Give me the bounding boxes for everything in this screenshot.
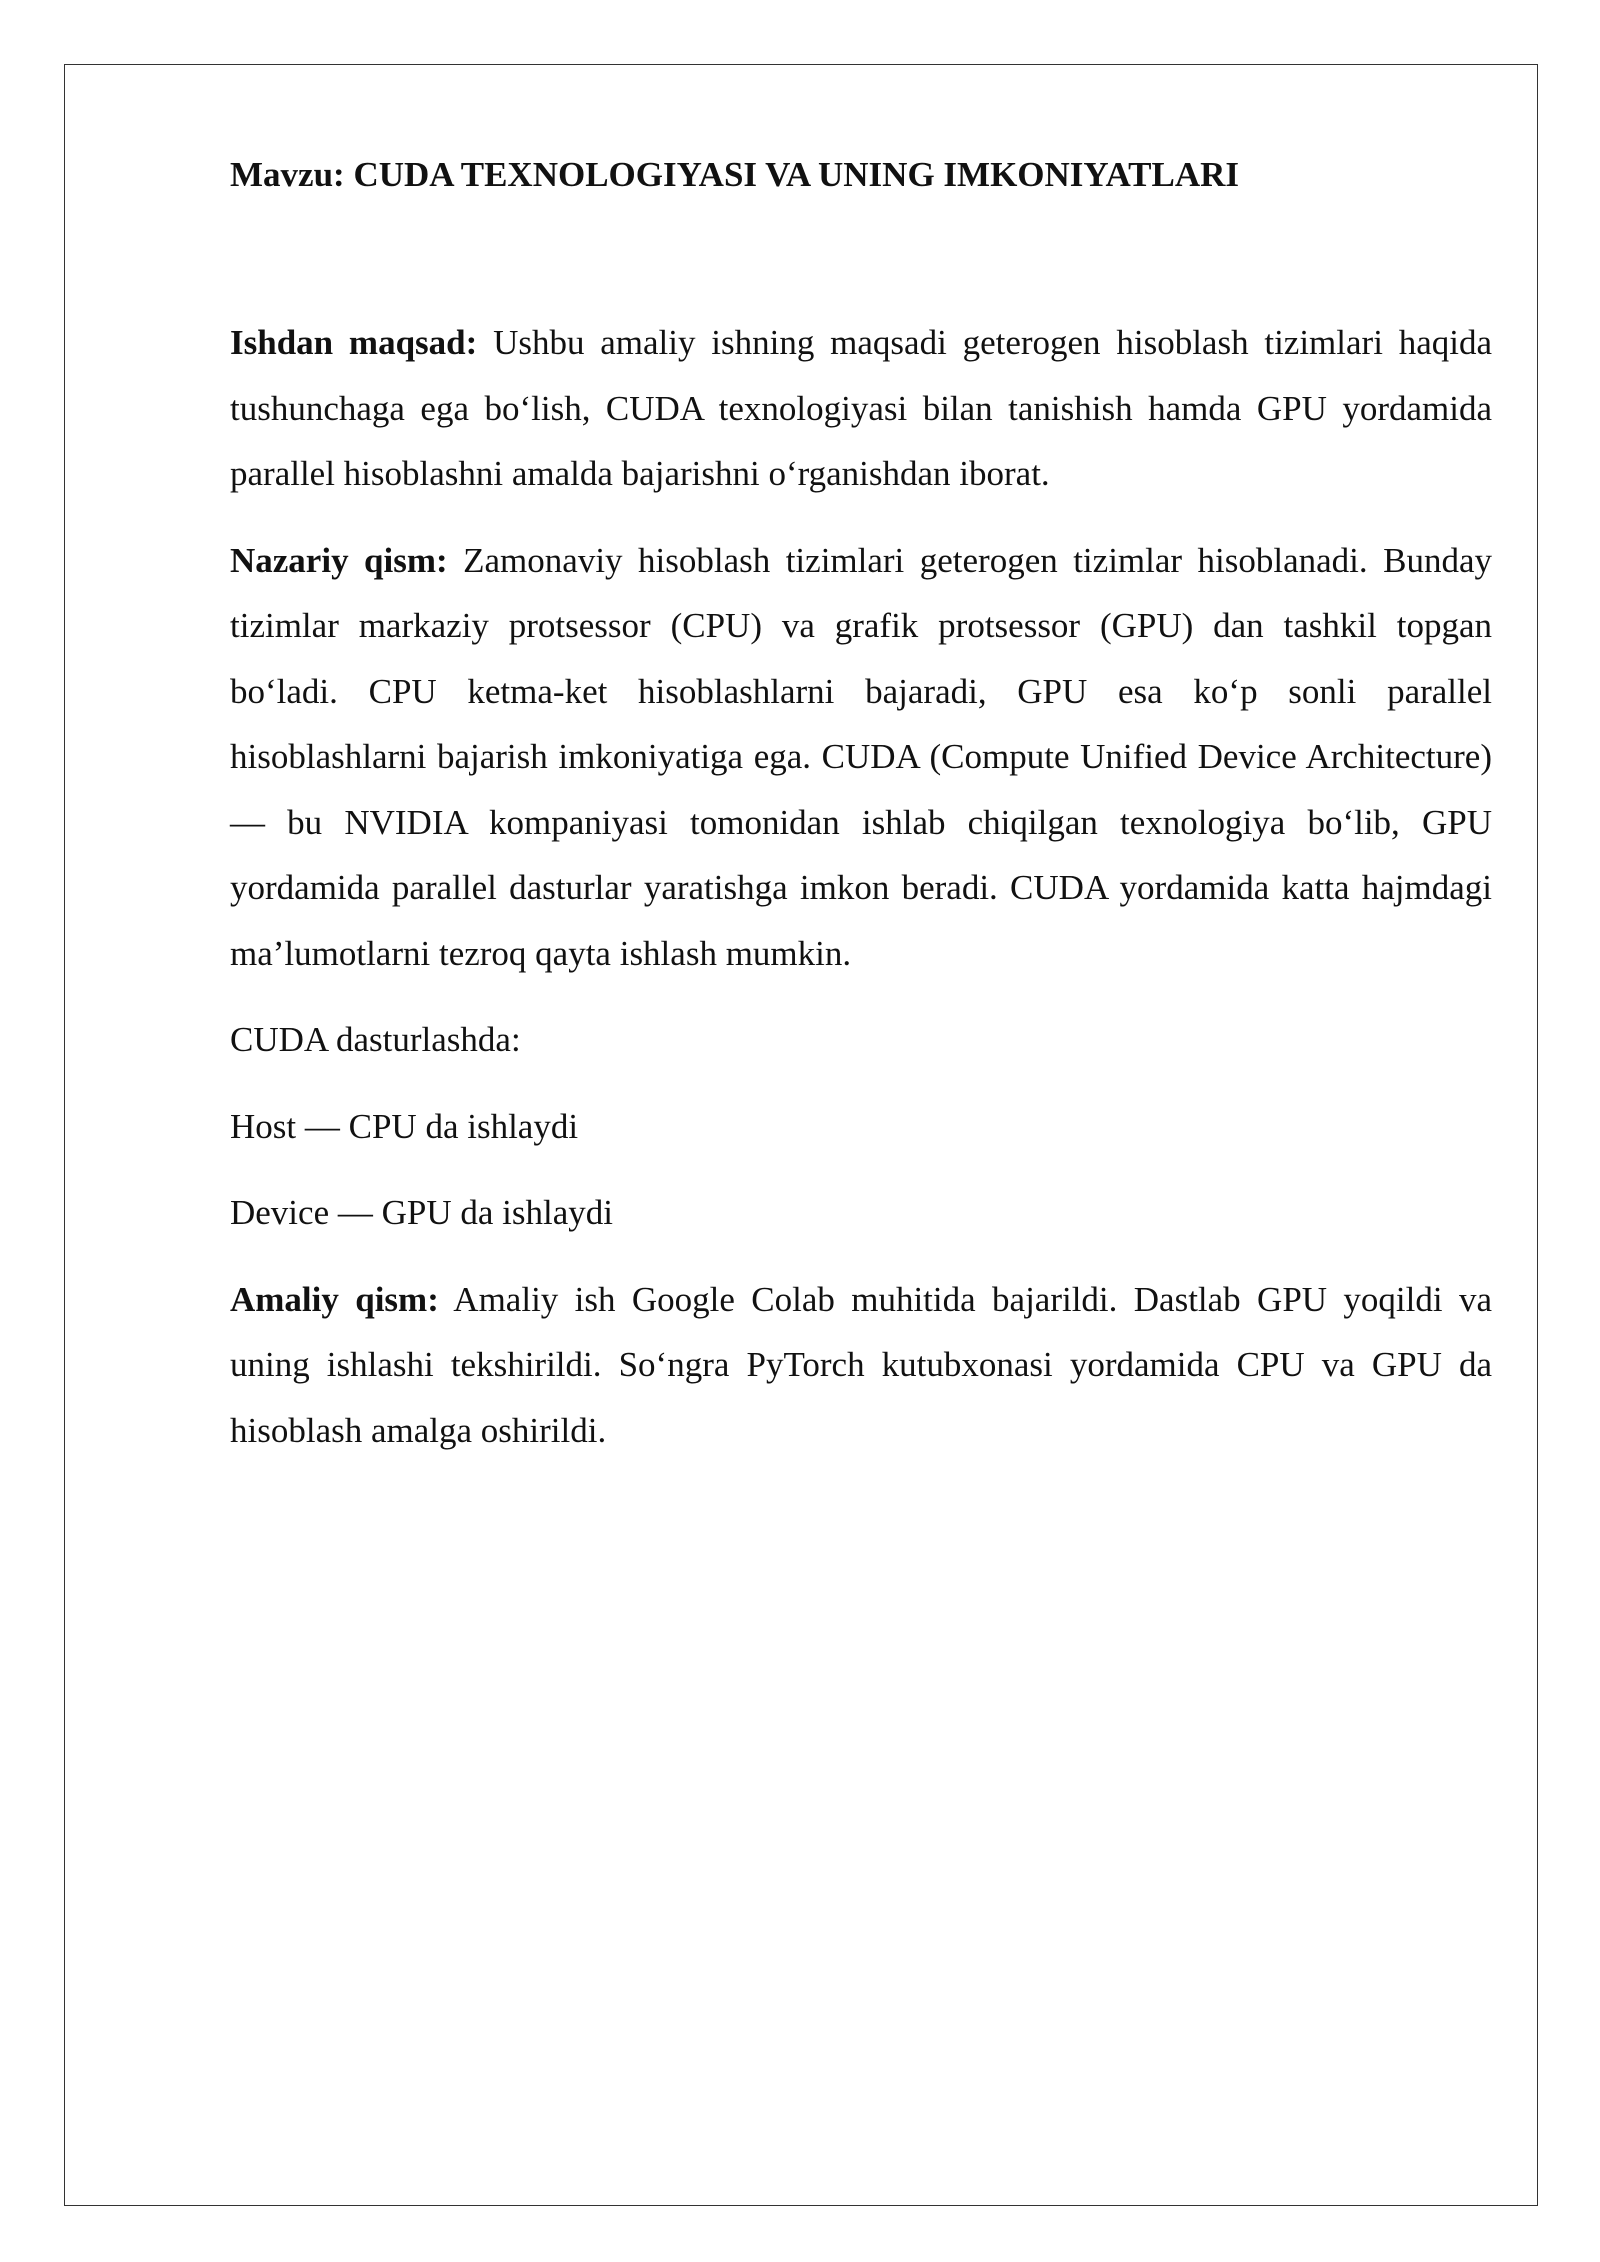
device-line: Device — GPU da ishlaydi (230, 1193, 613, 1232)
practice-text: Amaliy ish Google Colab muhitida bajarildi. Dastlab GPU yoqildi va uning ishlashi tekshirildi. So‘ngra PyTorch kutubxonasi yordamida CPU va GPU da hisoblash amalga oshirildi. (230, 1279, 1493, 1450)
theory-text: Zamonaviy hisoblash tizimlari geterogen tizimlar hisoblanadi. Bunday tizimlar markaziy protsessor (CPU) va grafik protsessor (GPU) dan tashkil topgan bo‘ladi. CPU ketma-ket hisoblashlarni bajaradi, GPU esa ko‘p sonli parallel hisoblashlarni bajarish imkoniyatiga ega. CUDA (Compute Unified Device Architecture) — bu NVIDIA kompaniyasi tomonidan ishlab chiqilgan texnologiya bo‘lib, GPU yordamida parallel dasturlar yaratishga imkon beradi. CUDA yordamida katta hajmdagi ma’lumotlarni tezroq qayta ishlash mumkin. (230, 540, 1492, 973)
practice-paragraph (230, 1267, 1492, 1464)
theory-paragraph (230, 528, 1492, 987)
goal-paragraph (230, 310, 1492, 507)
goal-lead: Ishdan maqsad: (230, 323, 478, 362)
theory-lead: Nazariy qism: (230, 540, 448, 580)
document-body (230, 150, 1492, 1484)
practice-lead: Amaliy qism: (230, 1279, 439, 1319)
document-title: Mavzu: CUDA TEXNOLOGIYASI VA UNING IMKONIYATLARI (230, 155, 1240, 194)
cuda-intro-line: CUDA dasturlashda: (230, 1020, 521, 1059)
goal-text: Ushbu amaliy ishning maqsadi geterogen hisoblash tizimlari haqida tushunchaga ega bo‘lish, CUDA texnologiyasi bilan tanishish hamda GPU yordamida parallel hisoblashni amalda bajarishni o‘rganishdan iborat. (230, 323, 1493, 493)
host-line: Host — CPU da ishlaydi (230, 1106, 579, 1146)
